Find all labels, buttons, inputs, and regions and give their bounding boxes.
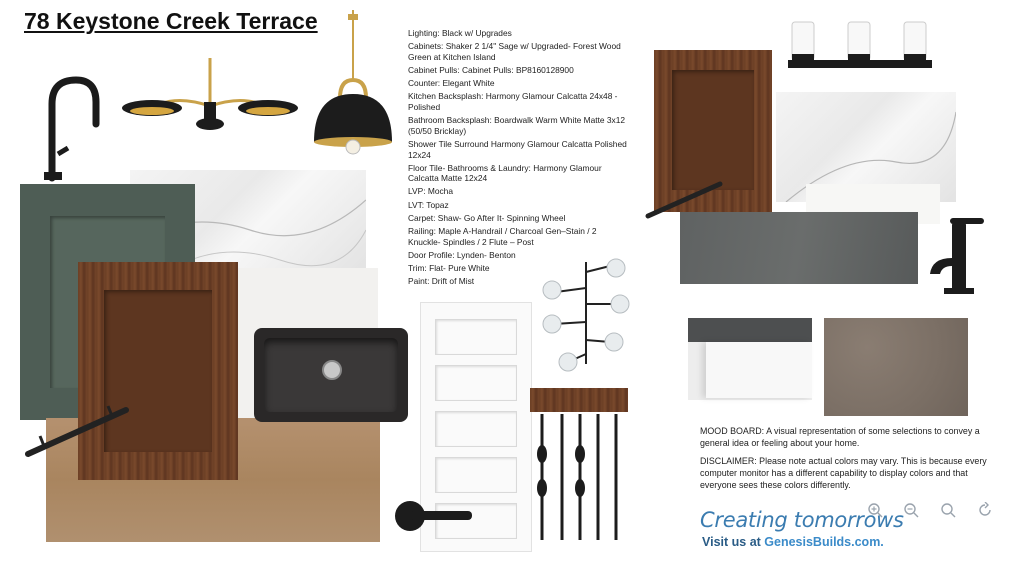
spec-line: Trim: Flat- Pure White	[408, 263, 490, 273]
visit-line	[702, 535, 884, 549]
railing-spindles-image	[530, 414, 630, 544]
spec-line: Cabinet Pulls: Cabinet Pulls: BP8160128900	[408, 64, 574, 75]
spec-line: LVT: Topaz	[408, 199, 449, 210]
carpet-swatch	[824, 318, 968, 416]
spec-line: Carpet: Shaw- Go After It- Spinning Wheel	[408, 212, 566, 223]
spec-line: Lighting: Black w/ Upgrades	[408, 28, 512, 38]
pendant-light-image	[310, 10, 396, 155]
bathroom-faucet-image	[922, 212, 990, 296]
spec-line: Door Profile: Lynden- Benton	[408, 249, 516, 260]
page-title: 78 Keystone Creek Terrace	[24, 8, 318, 34]
kitchen-sink-image	[254, 328, 408, 422]
cabinet-pull-image	[22, 400, 134, 462]
chandelier-image	[120, 56, 300, 136]
door-panel	[435, 365, 517, 401]
spec-line: Counter: Elegant White	[408, 78, 495, 89]
floor-tile-swatch	[680, 212, 918, 284]
spec-line: Cabinets: Shaker 2 1/4" Sage w/ Upgraded- Forest Wood Green at Kitchen Island	[408, 41, 621, 62]
disclaimer-note: DISCLAIMER: Please note actual colors may vary. This is because every computer monitor has a different capability to display colors and that everyone sees these colors differently.	[700, 456, 987, 491]
spec-list	[408, 28, 630, 289]
spec-line: Paint: Drift of Mist	[408, 276, 475, 287]
door-lever-image	[392, 496, 476, 540]
spec-line: Railing: Maple A-Handrail / Charcoal Gen–Stain / 2 Knuckle- Spindles / 2 Flute – Post	[408, 226, 597, 247]
vanity-light-image	[788, 18, 932, 74]
search-icon[interactable]	[937, 499, 959, 521]
spec-line: Floor Tile- Bathrooms & Laundry: Harmony Glamour Calcatta Matte 12x24	[408, 162, 602, 184]
spec-line: LVP: Mocha	[408, 186, 453, 197]
door-panel	[435, 411, 517, 447]
door-panel	[435, 457, 517, 493]
trim-paint-swatch	[688, 318, 812, 400]
rotate-icon[interactable]	[974, 499, 996, 521]
globe-chandelier-image	[540, 252, 632, 374]
company-logo-tagline: Creating tomorrows	[700, 508, 904, 532]
mood-board-note: MOOD BOARD: A visual representation of some selections to convey a general idea or feeling about your home.	[700, 426, 980, 449]
kitchen-faucet-image	[34, 74, 104, 184]
door-panel	[435, 319, 517, 355]
spec-line: Shower Tile Surround Harmony Glamour Calcatta Polished 12x24	[408, 138, 627, 160]
website-link[interactable]: GenesisBuilds.com.	[764, 535, 884, 549]
spec-line: Kitchen Backsplash: Harmony Glamour Calcatta 24x48 - Polished	[408, 91, 618, 112]
railing-handrail-swatch	[530, 388, 628, 412]
spec-line: Bathroom Backsplash: Boardwalk Warm White Matte 3x12 (50/50 Bricklay)	[408, 115, 626, 136]
visit-prefix: Visit us at	[702, 535, 765, 549]
